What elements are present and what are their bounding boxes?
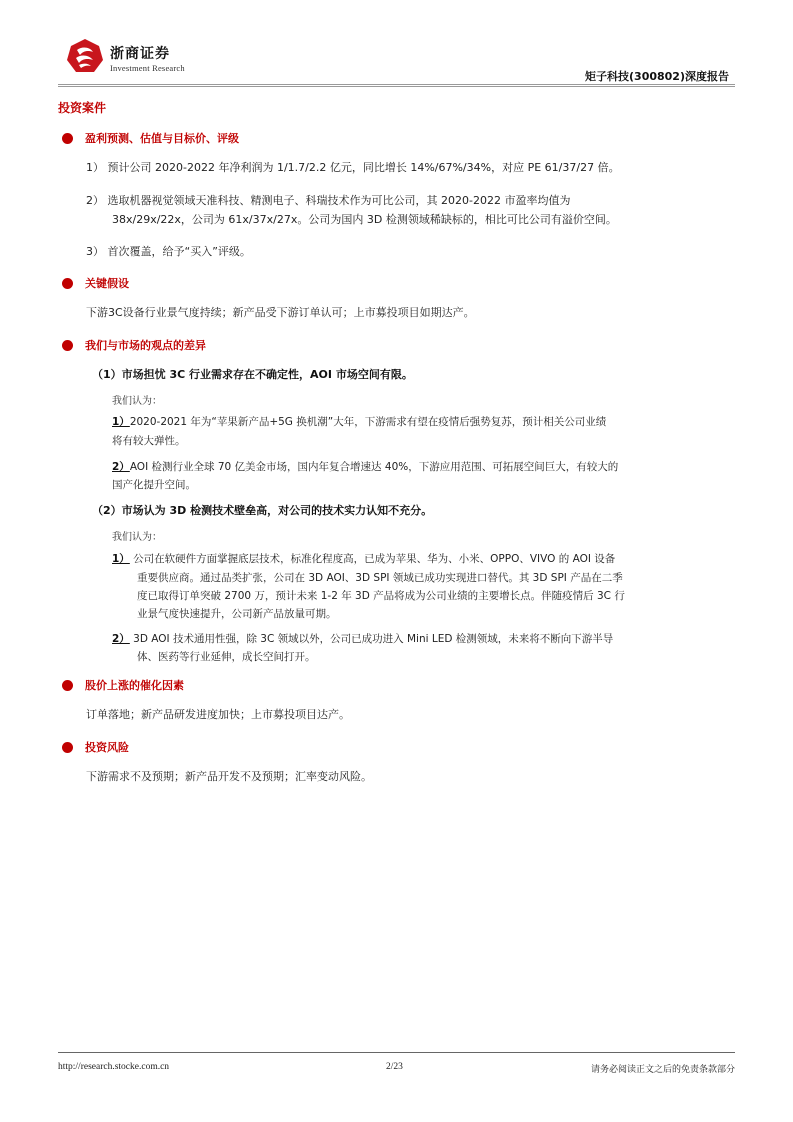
view-2-point-1-line-3: 度已取得订单突破 2700 万，预计未来 1-2 年 3D 产品将成为公司业绩的主要增长点。伴随疫情后 3C 行 [137, 590, 625, 602]
heading-text: 盈利预测、估值与目标价、评级 [85, 132, 239, 145]
heading-earnings-forecast [62, 130, 239, 146]
footer-divider [58, 1052, 735, 1053]
our-view-label-1: 我们认为： [112, 396, 162, 407]
point-number: 2） [112, 633, 130, 645]
catalysts-text: 订单落地；新产品研发进度加快；上市募投项目达产。 [86, 708, 350, 721]
heading-investment-risks [62, 739, 129, 755]
risks-text: 下游需求不及预期；新产品开发不及预期；汇率变动风险。 [86, 770, 372, 783]
view-1-point-1-line-1 [112, 413, 606, 432]
point-text: 公司在软硬件方面掌握底层技术，标准化程度高，已成为苹果、华为、小米、OPPO、VIVO 的 AOI 设备 [133, 553, 616, 565]
view-2-point-2-line-1 [112, 630, 613, 649]
page-number: 2/23 [386, 1062, 403, 1072]
header-divider [58, 84, 735, 85]
report-title: 矩子科技(300802)深度报告 [585, 70, 729, 83]
view-1-point-1-line-2: 将有较大弹性。 [112, 435, 186, 447]
view-1-point-2-line-2: 国产化提升空间。 [112, 479, 196, 491]
market-concern-2: （2）市场认为 3D 检测技术壁垒高，对公司的技术实力认知不充分。 [92, 504, 433, 517]
assumptions-text: 下游3C设备行业景气度持续；新产品受下游订单认可；上市募投项目如期达产。 [86, 306, 475, 319]
view-2-point-2-line-2: 体、医药等行业延伸，成长空间打开。 [137, 651, 316, 663]
brand-name-cn: 浙商证券 [110, 46, 170, 62]
heading-view-difference [62, 337, 206, 353]
point-text: 3D AOI 技术通用性强，除 3C 领域以外，公司已成功进入 Mini LED 检测领域，未来将不断向下游半导 [133, 633, 614, 645]
heading-text: 关键假设 [85, 277, 129, 290]
point-number: 1） [112, 553, 130, 565]
heading-catalysts [62, 677, 184, 693]
forecast-item-2-line-2: 38x/29x/22x，公司为 61x/37x/27x。公司为国内 3D 检测领域稀缺标的，相比可比公司有溢价空间。 [112, 213, 617, 226]
section-title: 投资案件 [58, 101, 107, 115]
point-text: AOI 检测行业全球 70 亿美金市场，国内年复合增速达 40%，下游应用范围、可拓展空间巨大，有较大的 [129, 461, 619, 473]
heading-text: 我们与市场的观点的差异 [85, 339, 206, 352]
bullet-icon [62, 742, 73, 753]
forecast-item-2-line-1: 2） 选取机器视觉领域天准科技、精测电子、科瑞技术作为可比公司，其 2020-2022 市盈率均值为 [86, 194, 571, 207]
header-divider-secondary [58, 86, 735, 87]
view-2-point-1-line-2: 重要供应商。通过品类扩张，公司在 3D AOI、3D SPI 领域已成功实现进口替代。其 3D SPI 产品在二季 [137, 572, 623, 584]
footer-url-link[interactable]: http://research.stocke.com.cn [58, 1062, 170, 1072]
bullet-icon [62, 278, 73, 289]
heading-text: 投资风险 [85, 741, 129, 754]
zheshang-logo-icon [66, 38, 104, 74]
point-text: 2020-2021 年为“苹果新产品+5G 换机潮”大年，下游需求有望在疫情后强势复苏，预计相关公司业绩 [129, 416, 607, 428]
point-number: 1） [112, 416, 130, 428]
view-1-point-2-line-1 [112, 458, 618, 477]
bullet-icon [62, 340, 73, 351]
heading-text: 股价上涨的催化因素 [85, 679, 184, 692]
our-view-label-2: 我们认为： [112, 532, 162, 543]
market-concern-1: （1）市场担忧 3C 行业需求存在不确定性，AOI 市场空间有限。 [92, 368, 413, 381]
forecast-item-3: 3） 首次覆盖，给予“买入”评级。 [86, 245, 251, 258]
bullet-icon [62, 133, 73, 144]
point-number: 2） [112, 461, 130, 473]
heading-key-assumptions [62, 275, 129, 291]
forecast-item-1: 1） 预计公司 2020-2022 年净利润为 1/1.7/2.2 亿元，同比增长 14%/67%/34%，对应 PE 61/37/27 倍。 [86, 161, 620, 174]
bullet-icon [62, 680, 73, 691]
view-2-point-1-line-4: 业景气度快速提升，公司新产品放量可期。 [137, 608, 337, 620]
footer-disclaimer: 请务必阅读正文之后的免责条款部分 [590, 1065, 735, 1075]
brand-name-en: Investment Research [110, 63, 185, 73]
view-2-point-1-line-1 [112, 550, 615, 569]
